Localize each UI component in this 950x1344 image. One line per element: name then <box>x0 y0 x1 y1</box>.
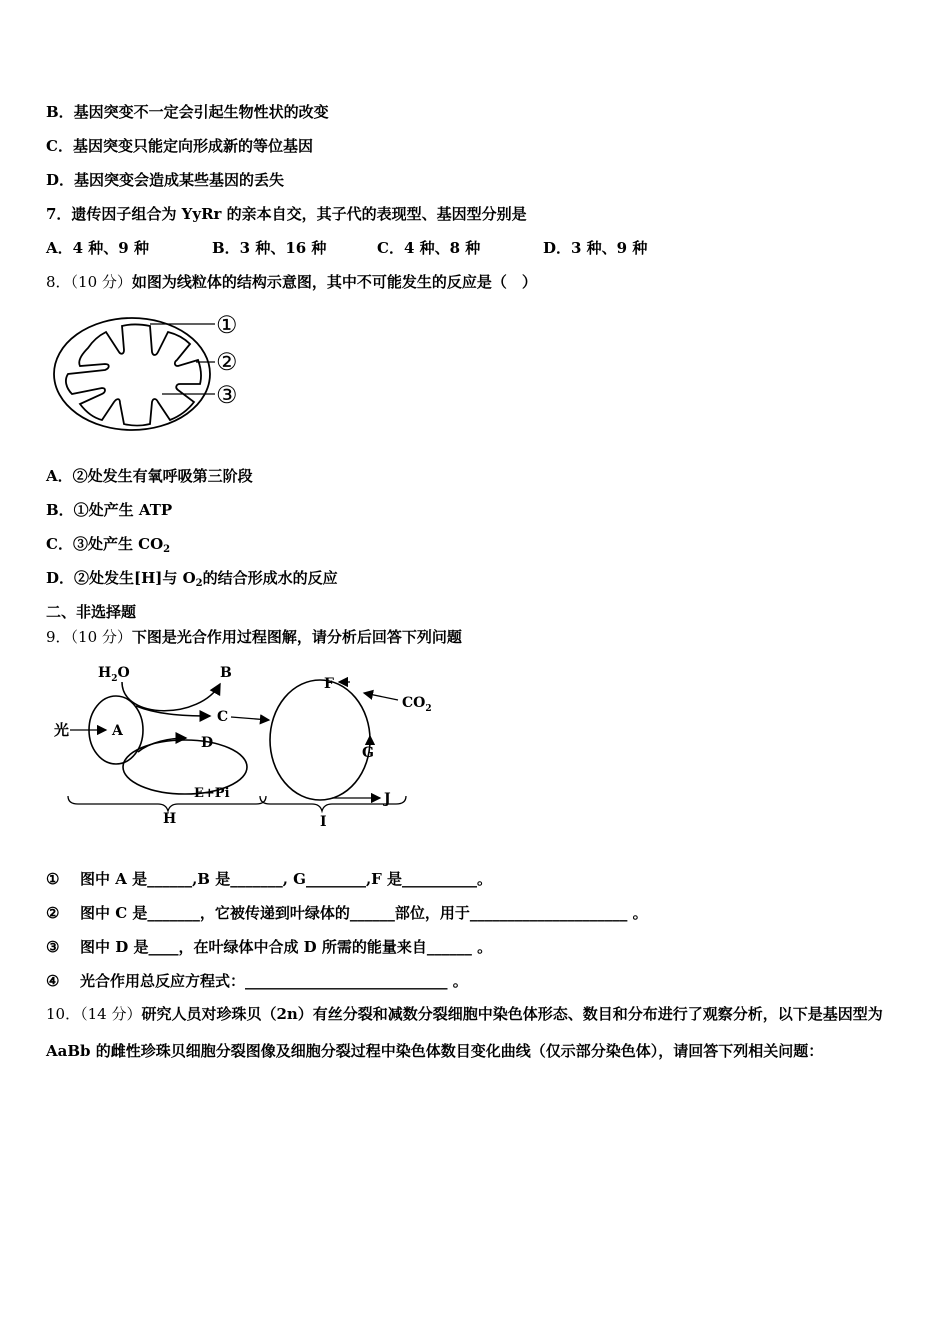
a-label: A <box>112 723 123 739</box>
c-label: C <box>217 709 229 725</box>
q7-stem: 7．遗传因子组合为 YyRr 的亲本自交，其子代的表现型、基因型分别是 <box>46 205 527 223</box>
q9-number: 9． <box>46 628 71 646</box>
q6-option-b: B．基因突变不一定会引起生物性状的改变 <box>46 103 329 121</box>
label-2: ② <box>216 348 238 376</box>
q7-option-c: C．4 种、8 种 <box>377 239 481 257</box>
light-label: 光 <box>54 721 70 739</box>
mitochondrion-diagram <box>50 306 250 446</box>
q8-option-c: C．③处产生 $CO_2$ <box>46 535 171 555</box>
q6-option-d: D．基因突变会造成某些基因的丢失 <box>46 171 285 189</box>
photosynthesis-diagram <box>50 660 450 835</box>
epi-label: E+Pi <box>194 786 230 801</box>
q7-option-d: D．3 种、9 种 <box>543 239 648 257</box>
q9-sub3: ③ 图中 D 是____，在叶绿体中合成 D 所需的能量来自______ 。 <box>46 938 493 956</box>
q9-score: （10 分） <box>70 628 132 646</box>
q10-paragraph <box>46 996 908 1070</box>
q6-option-c: C．基因突变只能定向形成新的等位基因 <box>46 137 313 155</box>
q8-option-b: B．①处产生 ATP <box>46 501 173 519</box>
q8-score: （10 分） <box>70 273 132 291</box>
q8-option-a: A．②处发生有氧呼吸第三阶段 <box>46 467 253 485</box>
co2-label: $CO_2$ <box>402 695 432 714</box>
brace-h <box>68 796 266 811</box>
q8-stem: 如图为线粒体的结构示意图，其中不可能发生的反应是（ ） <box>131 273 537 291</box>
q7-option-b: B．3 种、16 种 <box>212 239 327 257</box>
q8-stem-line <box>46 272 537 292</box>
q7-option-a: A．4 种、9 种 <box>46 239 149 257</box>
b-label: B <box>220 665 232 681</box>
inner-membrane-cristae <box>66 325 201 426</box>
q9-stem-line <box>46 627 462 647</box>
q10-stem: 研究人员对珍珠贝（2n）有丝分裂和减数分裂细胞中染色体形态、数目和分布进行了观察分析，以下是基因型为 AaBb 的雌性珍珠贝细胞分裂图像及细胞分裂过程中染色体数目变化曲线（仅示部分染色体），请回答下列相关问题： <box>46 1005 883 1060</box>
q8-number: 8． <box>46 273 71 291</box>
q9-sub2: ② 图中 C 是_______，它被传递到叶绿体的______部位，用于_____________________ 。 <box>46 904 648 922</box>
q7-options <box>46 238 647 258</box>
q10-score: （14 分） <box>80 1005 142 1023</box>
co2-arrow <box>364 693 398 700</box>
section-title: 二、非选择题 <box>46 603 137 621</box>
outer-membrane <box>54 318 210 430</box>
q9-sub4: ④ 光合作用总反应方程式：___________________________ 。 <box>46 972 468 990</box>
calvin-cycle-ellipse <box>270 680 370 800</box>
h-label: H <box>163 811 177 827</box>
label-1: ① <box>216 311 238 339</box>
q10-number: 10． <box>46 1005 81 1023</box>
i-label: I <box>320 814 327 830</box>
j-label: J <box>384 791 391 807</box>
g-label: G <box>362 745 374 761</box>
q9-stem: 下图是光合作用过程图解，请分析后回答下列问题 <box>131 628 462 646</box>
c-to-cycle-arrow <box>231 717 269 720</box>
q8-option-d: D．②处发生[H]与 $O_2$的结合形成水的反应 <box>46 569 338 589</box>
label-3: ③ <box>216 381 238 409</box>
f-label: F <box>324 676 334 692</box>
d-label: D <box>201 735 214 751</box>
h2o-label: $H_2O$ <box>98 665 130 684</box>
q9-sub1: ① 图中 A 是______,B 是_______, G________,F 是__________。 <box>46 870 493 888</box>
